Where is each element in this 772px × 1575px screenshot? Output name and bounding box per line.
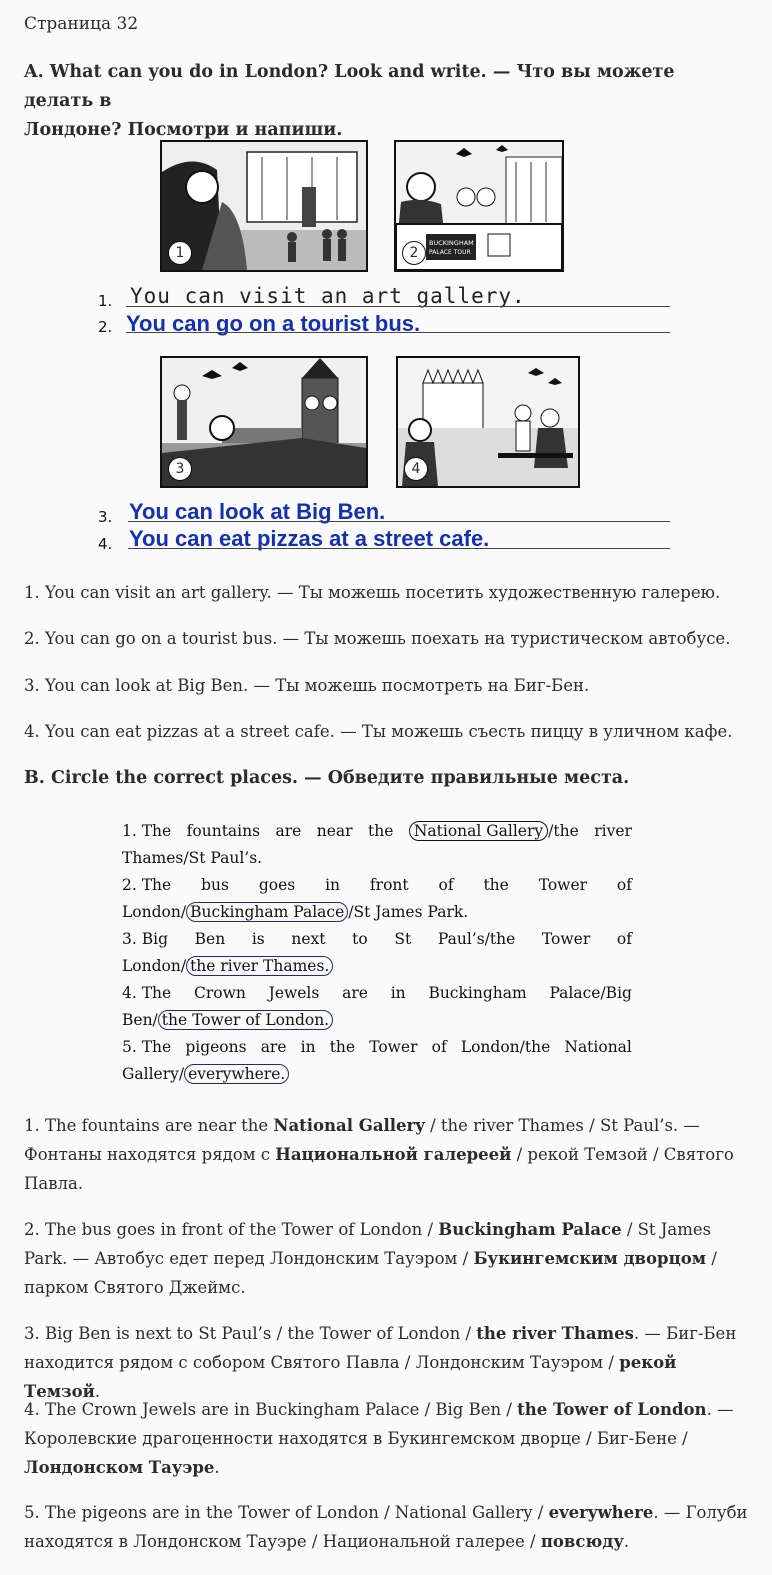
translation-4: 4. You can eat pizzas at a street cafe. — Ты можешь съесть пиццу в уличном кафе. [24, 722, 733, 741]
exercise-b: 1. The fountains are near the National Gallery /the river Thames/St Paul’s. 2. The bus goes in front of the Tower of London/ Buckingham Palace /St James Park. 3. Big Ben is next to St Paul’s/the Tower of London/ the river Thames. 4. The Crown Jewels are in Buckingham Palace/Big Ben/ the Tower of London. 5. The pigeons are in the Tower of London/the National Gallery/ everywhere. [122, 818, 632, 1088]
exercise-b-item-1: 1. The fountains are near the National Gallery /the river [122, 822, 632, 840]
picture-number: 2 [402, 241, 426, 265]
section-b-heading: B. Circle the correct places. — Обведите правильные места. [24, 768, 630, 788]
circled-answer: everywhere. [184, 1064, 289, 1084]
picture-number: 3 [168, 457, 192, 481]
answer-number: 1. [98, 292, 113, 310]
answer-line [128, 521, 670, 522]
section-a-heading-line1: A. What can you do in London? Look and write. — Что вы можете делать в [24, 62, 675, 111]
section-a-heading-line2: Лондоне? Посмотри и напиши. [24, 120, 343, 140]
art-gallery-illustration [162, 142, 366, 270]
section-a-heading [24, 58, 744, 145]
picture-number: 4 [404, 457, 428, 481]
exercise-b-item-3: 3. Big Ben is next to St Paul’s/the Tower of [122, 930, 632, 948]
explanation-4: 4. The Crown Jewels are in Buckingham Palace / Big Ben / the Tower of London. — Королевские драгоценности находятся в Букингемском дворце / Биг-Бене / Лондонском Тауэре. [24, 1400, 734, 1477]
answer-4-text: You can eat pizzas at a street cafe. [129, 526, 490, 551]
explanation-3: 3. Big Ben is next to St Paul’s / the Tower of London / the river Thames. — Биг-Бен находится рядом с собором Святого Павла / Лондонским Тауэром / рекой Темзой. [24, 1324, 737, 1401]
bus-sign-line1: BUCKINGHAM [429, 239, 474, 247]
bus-sign-line2: PALACE TOUR [429, 249, 471, 256]
answer-line [126, 332, 670, 333]
translation-3: 3. You can look at Big Ben. — Ты можешь посмотреть на Биг-Бен. [24, 676, 590, 695]
translation-2: 2. You can go on a tourist bus. — Ты можешь поехать на туристическом автобусе. [24, 629, 731, 648]
translation-1: 1. You can visit an art gallery. — Ты можешь посетить художественную галерею. [24, 583, 721, 602]
picture-number: 1 [168, 241, 192, 265]
circled-answer: the river Thames. [186, 956, 333, 976]
circled-answer: the Tower of London. [158, 1010, 333, 1030]
picture-art-gallery [160, 140, 368, 272]
explanation-5: 5. The pigeons are in the Tower of London / National Gallery / everywhere. — Голуби находятся в Лондонском Тауэре / Национальной галерее / повсюду. [24, 1503, 748, 1551]
answer-number: 3. [98, 508, 113, 526]
answer-3-text: You can look at Big Ben. [129, 499, 386, 524]
explanation-1: 1. The fountains are near the National Gallery / the river Thames / St Paul’s. — Фонтаны находятся рядом с Национальной галереей / рекой Темзой / Святого Павла. [24, 1116, 734, 1193]
big-ben-illustration [162, 358, 366, 486]
picture-street-cafe [396, 356, 580, 488]
answer-number: 2. [98, 318, 113, 336]
answer-number: 4. [98, 535, 113, 553]
exercise-b-item-4: 4. The Crown Jewels are in Buckingham Palace/Big [122, 984, 632, 1002]
picture-tourist-bus [394, 140, 564, 272]
answer-line [126, 306, 670, 307]
answer-1-text: You can visit an art gallery. [130, 284, 526, 308]
circled-answer: National Gallery [409, 821, 548, 841]
picture-big-ben [160, 356, 368, 488]
exercise-b-item-5: 5. The pigeons are in the Tower of London/the National [122, 1038, 632, 1056]
circled-answer: Buckingham Palace [186, 902, 348, 922]
page-number: Страница 32 [24, 14, 139, 34]
answer-line [128, 548, 670, 549]
answer-2-text: You can go on a tourist bus. [126, 311, 421, 336]
explanation-2: 2. The bus goes in front of the Tower of London / Buckingham Palace / St James Park. — Автобус едет перед Лондонским Тауэром / Букингемским дворцом / парком Святого Джеймс. [24, 1220, 717, 1297]
exercise-b-item-2: 2. The bus goes in front of the Tower of [122, 876, 632, 894]
